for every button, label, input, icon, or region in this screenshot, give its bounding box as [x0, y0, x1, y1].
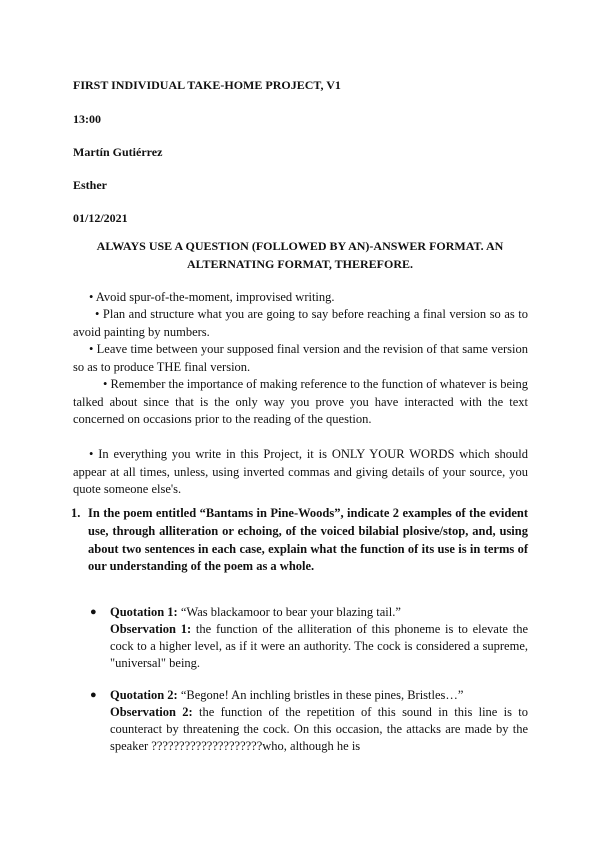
rule-item: • Plan and structure what you are going to say before reaching a final version so as to avoid painting by numbers. — [73, 307, 528, 339]
quotation-line — [110, 604, 528, 621]
time-label: 13:00 — [73, 112, 101, 126]
document-title: FIRST INDIVIDUAL TAKE-HOME PROJECT, V1 — [73, 78, 341, 92]
author-name: Martín Gutiérrez — [73, 145, 163, 159]
quotation-label: Quotation 2: — [110, 688, 178, 702]
question-1 — [71, 505, 528, 576]
instruction-line-2: ALTERNATING FORMAT, THEREFORE. — [186, 257, 414, 271]
instruction-line-1: ALWAYS USE A QUESTION (FOLLOWED BY AN)-ANSWER FORMAT. AN — [96, 239, 504, 253]
bullet-icon: ● — [90, 606, 97, 618]
quotation-line — [110, 687, 528, 704]
quotation-text: “Begone! An inchling bristles in these pines, Bristles…” — [180, 688, 464, 702]
question-text: In the poem entitled “Bantams in Pine-Woods”, indicate 2 examples of the evident use, through alliteration or echoing, of the voiced bilabial plosive/stop, and, using about two sentences in each case, explain what the function of its use is in terms of our understanding of the poem as a whole. — [88, 506, 528, 574]
rule-item: • Avoid spur-of-the-moment, improvised writing. — [89, 290, 335, 304]
observation-text: the function of the alliteration of this phoneme is to elevate the cock to a higher level, as if it were an authority. The cock is considered a supreme, "universal" being. — [110, 622, 529, 670]
instruction-heading — [60, 237, 540, 273]
observation-label: Observation 2: — [110, 705, 193, 719]
answer-item-1 — [90, 604, 529, 672]
observation-paragraph — [110, 621, 528, 672]
bullet-icon: ● — [90, 689, 97, 701]
rule-item: • In everything you write in this Project, it is ONLY YOUR WORDS which should appear at all times, unless, using inverted commas and giving details of your source, you quote someone else's. — [73, 447, 528, 496]
observation-paragraph — [110, 704, 528, 755]
quotation-text: “Was blackamoor to bear your blazing tail.” — [180, 605, 401, 619]
question-number: 1. — [71, 506, 81, 520]
quotation-label: Quotation 1: — [110, 605, 178, 619]
document-date: 01/12/2021 — [73, 211, 128, 225]
answer-item-2 — [90, 687, 529, 755]
rule-item: • Remember the importance of making reference to the function of whatever is being talked about since that is the only way you prove you have interacted with the text concerned on occasions prior to the reading of the question. — [73, 377, 528, 426]
rule-item: • Leave time between your supposed final version and the revision of that same version so as to produce THE final version. — [73, 342, 528, 374]
teacher-name: Esther — [73, 178, 107, 192]
observation-label: Observation 1: — [110, 622, 192, 636]
observation-text: the function of the repetition of this sound in this line is to counteract by threatening the cock. On this occasion, the attacks are made by the speaker ????????????????????who, although he is — [110, 705, 529, 753]
